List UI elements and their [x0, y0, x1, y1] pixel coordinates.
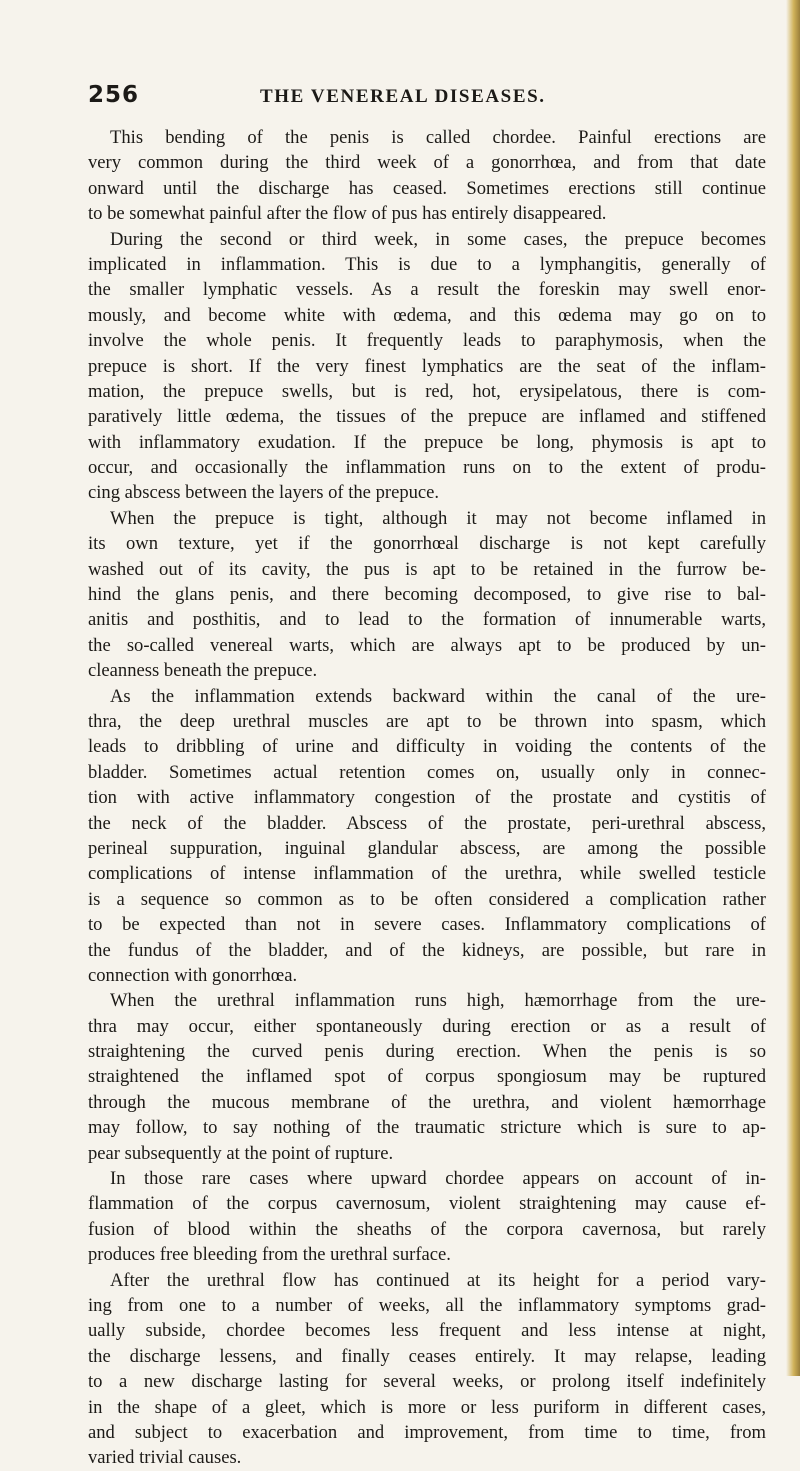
- text-line: During the second or third week, in some cases, the prepuce becomes: [110, 228, 766, 250]
- text-line: prepuce is short. If the very finest lymphatics are the seat of the inflam-: [88, 355, 766, 377]
- text-line: anitis and posthitis, and to lead to the formation of innumerable warts,: [88, 609, 766, 631]
- text-line: After the urethral flow has continued at its height for a period vary-: [110, 1269, 766, 1291]
- text-line: in the shape of a gleet, which is more or less puriform in different cases,: [88, 1396, 766, 1418]
- text-line: hind the glans penis, and there becoming decomposed, to give rise to bal-: [88, 584, 766, 606]
- text-line: bladder. Sometimes actual retention comes on, usually only in connec-: [88, 761, 766, 783]
- page-edge-shadow: [786, 0, 800, 1376]
- text-line: flammation of the corpus cavernosum, violent straightening may cause ef-: [88, 1193, 766, 1215]
- page-header: [88, 82, 768, 112]
- text-line: leads to dribbling of urine and difficulty in voiding the contents of the: [88, 736, 766, 758]
- text-line: This bending of the penis is called chordee. Painful erections are: [110, 127, 766, 148]
- text-line: connection with gonorrhœa.: [88, 964, 298, 986]
- text-line: very common during the third week of a gonorrhœa, and from that date: [88, 152, 766, 174]
- text-line: the discharge lessens, and finally ceases entirely. It may relapse, leading: [88, 1345, 766, 1367]
- text-line: complications of intense inflammation of the urethra, while swelled testicle: [88, 863, 766, 885]
- text-line: and subject to exacerbation and improvement, from time to time, from: [88, 1421, 766, 1443]
- text-line: thra, the deep urethral muscles are apt to be thrown into spasm, which: [88, 710, 766, 732]
- text-line: occur, and occasionally the inflammation runs on to the extent of produ-: [88, 457, 766, 479]
- text-line: mously, and become white with œdema, and this œdema may go on to: [88, 304, 766, 326]
- text-line: varied trivial causes.: [88, 1447, 242, 1469]
- text-line: its own texture, yet if the gonorrhœal discharge is not kept carefully: [88, 533, 766, 555]
- body-text: [88, 125, 766, 1471]
- text-line: to be expected than not in severe cases. Inflammatory complications of: [88, 914, 766, 936]
- text-line: the so-called venereal warts, which are always apt to be produced by un-: [88, 634, 766, 656]
- text-line: When the urethral inflammation runs high, hæmorrhage from the ure-: [110, 990, 766, 1012]
- text-line: paratively little œdema, the tissues of the prepuce are inflamed and stiffened: [88, 406, 766, 428]
- text-line: through the mucous membrane of the urethra, and violent hæmorrhage: [88, 1091, 766, 1113]
- text-line: produces free bleeding from the urethral surface.: [88, 1244, 451, 1266]
- text-line: straightening the curved penis during erection. When the penis is so: [88, 1041, 766, 1063]
- text-line: perineal suppuration, inguinal glandular abscess, are among the possible: [88, 837, 766, 859]
- text-line: straightened the inflamed spot of corpus spongiosum may be ruptured: [88, 1066, 766, 1088]
- text-line: may follow, to say nothing of the traumatic stricture which is sure to ap-: [88, 1117, 766, 1139]
- text-line: As the inflammation extends backward within the canal of the ure-: [110, 685, 766, 707]
- text-line: implicated in inflammation. This is due to a lymphangitis, generally of: [88, 253, 766, 275]
- text-line: the neck of the bladder. Abscess of the prostate, peri-urethral abscess,: [88, 812, 766, 834]
- text-line: with inflammatory exudation. If the prepuce be long, phymosis is apt to: [88, 431, 766, 453]
- text-line: cing abscess between the layers of the prepuce.: [88, 482, 440, 504]
- text-line: onward until the discharge has ceased. Sometimes erections still continue: [88, 177, 766, 199]
- text-line: tion with active inflammatory congestion of the prostate and cystitis of: [88, 787, 766, 809]
- text-line: In those rare cases where upward chordee appears on account of in-: [110, 1168, 766, 1190]
- page-number: 256: [88, 82, 140, 108]
- text-line: When the prepuce is tight, although it may not become inflamed in: [110, 507, 766, 529]
- text-line: the smaller lymphatic vessels. As a result the foreskin may swell enor-: [88, 279, 766, 301]
- text-line: to a new discharge lasting for several weeks, or prolong itself indefinitely: [88, 1371, 766, 1393]
- text-line: fusion of blood within the sheaths of the corpora cavernosa, but rarely: [88, 1218, 766, 1240]
- text-line: to be somewhat painful after the flow of pus has entirely disappeared.: [88, 203, 607, 225]
- running-title: THE VENEREAL DISEASES.: [260, 86, 546, 107]
- text-line: ing from one to a number of weeks, all the inflammatory symptoms grad-: [88, 1294, 766, 1316]
- text-line: ually subside, chordee becomes less frequent and less intense at night,: [88, 1320, 766, 1342]
- text-line: is a sequence so common as to be often considered a complication rather: [88, 888, 766, 910]
- text-line: thra may occur, either spontaneously during erection or as a result of: [88, 1015, 766, 1037]
- text-line: the fundus of the bladder, and of the kidneys, are possible, but rare in: [88, 939, 766, 961]
- text-line: pear subsequently at the point of rupture.: [88, 1142, 394, 1164]
- text-line: mation, the prepuce swells, but is red, hot, erysipelatous, there is com-: [88, 380, 766, 402]
- text-line: cleanness beneath the prepuce.: [88, 660, 318, 682]
- text-line: involve the whole penis. It frequently leads to paraphymosis, when the: [88, 330, 766, 352]
- text-line: washed out of its cavity, the pus is apt to be retained in the furrow be-: [88, 558, 766, 580]
